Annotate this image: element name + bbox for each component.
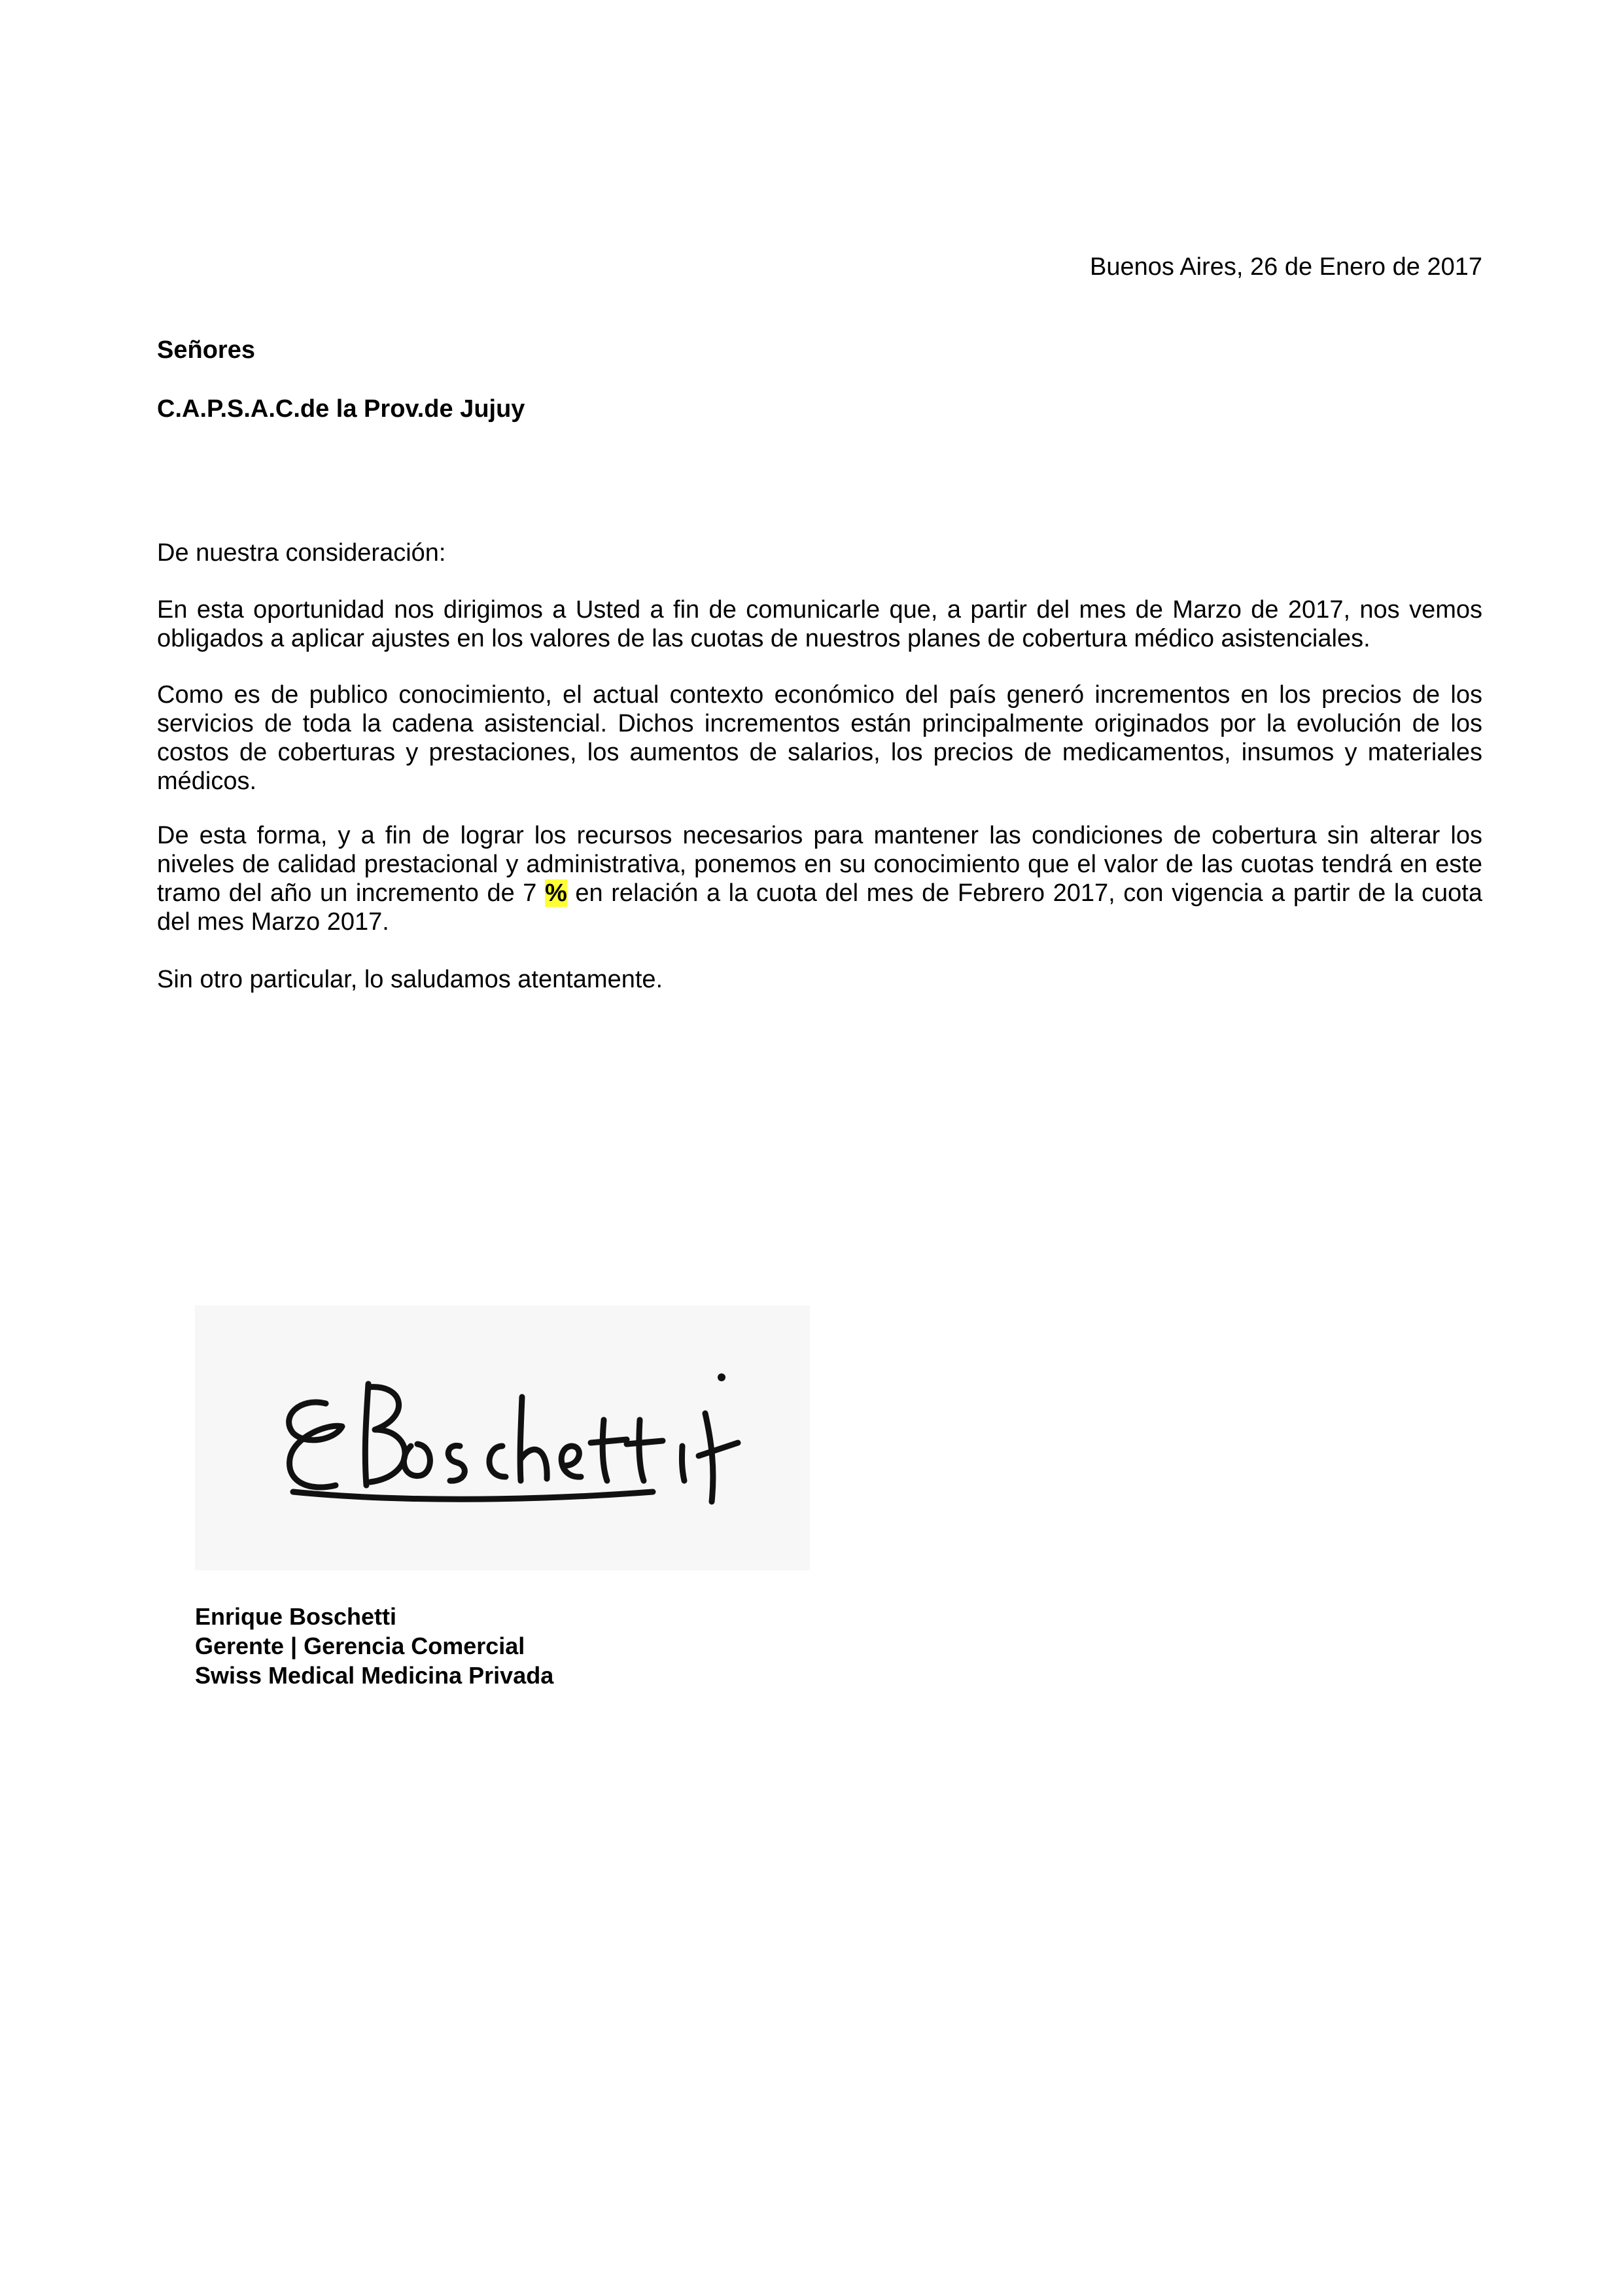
paragraph-intro: En esta oportunidad nos dirigimos a Usted a fin de comunicarle que, a partir del mes de Marzo de 2017, nos vemos obligados a aplicar ajustes en los valores de las cuotas de nuestros planes de cobertura médico asistenciales. bbox=[157, 596, 1482, 652]
signer-company: Swiss Medical Medicina Privada bbox=[195, 1662, 554, 1689]
signer-name: Enrique Boschetti bbox=[195, 1603, 397, 1630]
salutation: De nuestra consideración: bbox=[157, 539, 446, 567]
paragraph-increase bbox=[157, 821, 1482, 936]
signer-title: Gerente | Gerencia Comercial bbox=[195, 1633, 525, 1659]
paragraph-increase-text-end: en relación a la cuota del mes de Febrero 2017, con vigencia a partir de la cuota del mes Marzo 2017. bbox=[157, 879, 1482, 936]
addressee-title: Señores bbox=[157, 336, 255, 364]
signature-image bbox=[195, 1305, 810, 1570]
highlighted-percent-sign: % bbox=[545, 879, 567, 907]
paragraph-increase-text-start: De esta forma, y a fin de lograr los recursos necesarios para mantener las condiciones de cobertura sin alterar los niveles de calidad prestacional y administrativa, ponemos en su conocimiento que el valor de las cuotas tendrá en este tramo del año un incremento de 7 bbox=[157, 822, 1482, 907]
paragraph-context: Como es de publico conocimiento, el actual contexto económico del país generó incrementos en los precios de los servicios de toda la cadena asistencial. Dichos incrementos están principalmente originados por la evolución de los costos de coberturas y prestaciones, los aumentos de salarios, los precios de medicamentos, insumos y materiales médicos. bbox=[157, 681, 1482, 795]
closing-line: Sin otro particular, lo saludamos atentamente. bbox=[157, 966, 663, 993]
signature-block bbox=[195, 1602, 553, 1690]
addressee-organization: C.A.P.S.A.C.de la Prov.de Jujuy bbox=[157, 395, 525, 423]
letter-date: Buenos Aires, 26 de Enero de 2017 bbox=[1089, 253, 1482, 281]
handwritten-signature bbox=[195, 1305, 810, 1570]
